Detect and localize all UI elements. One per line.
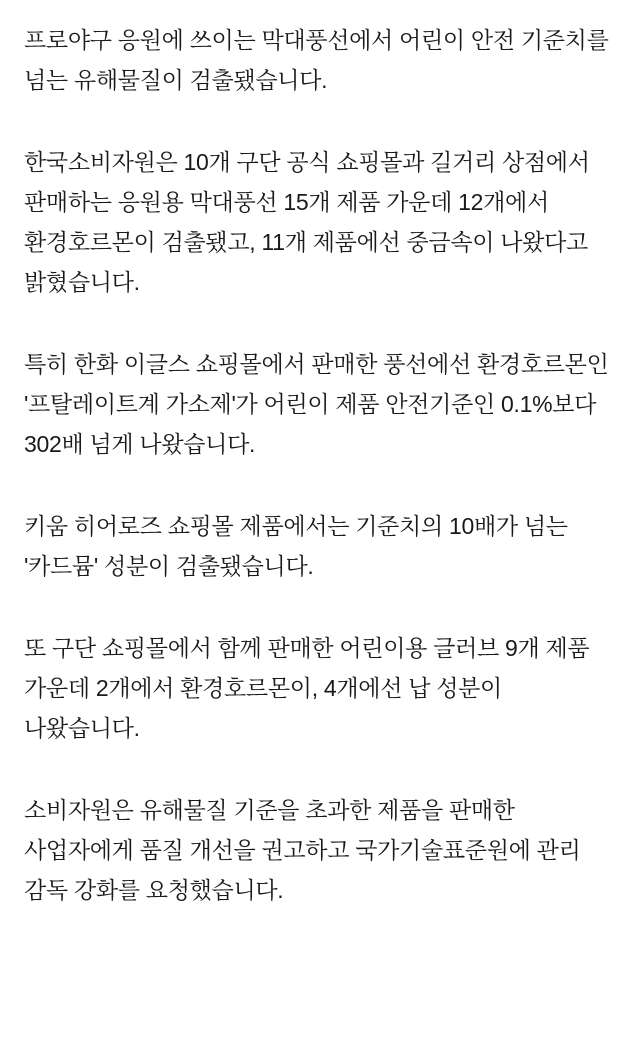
article-paragraph: 특히 한화 이글스 쇼핑몰에서 판매한 풍선에선 환경호르몬인 '프탈레이트계 가소제'가 어린이 제품 안전기준인 0.1%보다 302배 넘게 나왔습니다. — [24, 351, 609, 457]
article-paragraph: 한국소비자원은 10개 구단 공식 쇼핑몰과 길거리 상점에서 판매하는 응원용 막대풍선 15개 제품 가운데 12개에서 환경호르몬이 검출됐고, 11개 제품에선 중금속이 나왔다고 밝혔습니다. — [24, 149, 590, 295]
article-paragraph: 프로야구 응원에 쓰이는 막대풍선에서 어린이 안전 기준치를 넘는 유해물질이 검출됐습니다. — [24, 27, 609, 93]
article-paragraph: 소비자원은 유해물질 기준을 초과한 제품을 판매한 사업자에게 품질 개선을 권고하고 국가기술표준원에 관리 감독 강화를 요청했습니다. — [24, 797, 581, 903]
article-paragraph: 키움 히어로즈 쇼핑몰 제품에서는 기준치의 10배가 넘는 '카드뮴' 성분이 검출됐습니다. — [24, 513, 568, 579]
article-paragraph: 또 구단 쇼핑몰에서 함께 판매한 어린이용 글러브 9개 제품 가운데 2개에서 환경호르몬이, 4개에선 납 성분이 나왔습니다. — [24, 635, 590, 741]
